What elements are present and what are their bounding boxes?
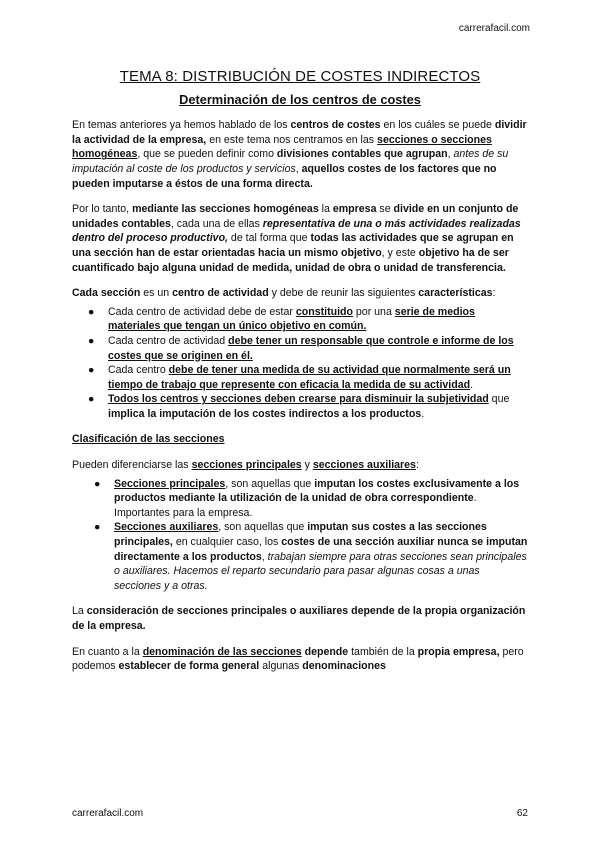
classification-heading: Clasificación de las secciones xyxy=(72,433,225,446)
bullet-icon: ● xyxy=(94,477,101,490)
characteristics-list xyxy=(72,305,528,422)
list-item: ● Secciones principales, son aquellas que imputan los costes exclusivamente a los productos mediante la utilización de la unidad de obra correspondiente. Importantes para la empresa. xyxy=(94,477,520,519)
section-types-list xyxy=(72,477,528,594)
bullet-icon: ● xyxy=(88,364,95,377)
paragraph-types: Pueden diferenciarse las secciones principales y secciones auxiliares: xyxy=(72,459,419,472)
list-item: ● Cada centro de actividad debe tener un responsable que controle e informe de los costes que se originen en él. xyxy=(88,334,514,362)
paragraph-denomination: En cuanto a la denominación de las secciones depende también de la propia empresa, pero podemos establecer de forma general algunas denominaciones xyxy=(72,645,524,673)
paragraph-homogeneous: Por lo tanto, mediante las secciones homogéneas la empresa se divide en un conjunto de unidades contables, cada una de ellas representativa de una o más actividades realizadas dentro del proceso productivo, de tal forma que todas las actividades que se agrupan en una sección han de estar orientadas hacia un mismo objetivo, y este objetivo ha de ser cuantificado bajo alguna unidad de medida, unidad de obra o unidad de transferencia. xyxy=(72,203,521,274)
page-number: 62 xyxy=(516,808,528,819)
list-item: ● Cada centro de actividad debe de estar constituido por una serie de medios materiales que tengan un único objetivo en común. xyxy=(88,305,475,333)
paragraph-characteristics: Cada sección es un centro de actividad y debe de reunir las siguientes características: xyxy=(72,287,496,300)
paragraph-consideration: La consideración de secciones principales o auxiliares depende de la propia organización de la empresa. xyxy=(72,605,526,632)
bullet-icon: ● xyxy=(88,393,95,406)
page-content xyxy=(72,70,528,674)
footer-site: carrerafacil.com xyxy=(72,808,144,819)
page-title: TEMA 8: DISTRIBUCIÓN DE COSTES INDIRECTOS xyxy=(119,68,481,85)
header-site: carrerafacil.com xyxy=(458,23,530,34)
paragraph-intro: En temas anteriores ya hemos hablado de los centros de costes en los cuáles se puede dividir la actividad de la empresa, en este tema nos centramos en las secciones o secciones homogéneas, que se pueden definir como divisiones contables que agrupan, antes de su imputación al coste de los productos y servicios, aquellos costes de los factores que no pueden imputarse a éstos de una forma directa. xyxy=(72,119,527,190)
list-item: ● Cada centro debe de tener una medida de su actividad que normalmente será un tiempo de trabajo que represente con eficacia la medida de su actividad. xyxy=(88,364,511,391)
bullet-icon: ● xyxy=(88,334,95,347)
bullet-icon: ● xyxy=(94,521,101,534)
list-item: ● Secciones auxiliares, son aquellas que imputan sus costes a las secciones principales, en cualquier caso, los costes de una sección auxiliar nunca se imputan directamente a los productos, trabajan siempre para otras secciones sean principales o auxiliares. Hacemos el reparto secundario para pasar algunas cosas a unas secciones y a otras. xyxy=(94,521,528,592)
section-title: Determinación de los centros de costes xyxy=(179,91,421,107)
bullet-icon: ● xyxy=(88,305,95,318)
list-item: ● Todos los centros y secciones deben crearse para disminuir la subjetividad que implica la imputación de los costes indirectos a los productos. xyxy=(88,393,510,420)
